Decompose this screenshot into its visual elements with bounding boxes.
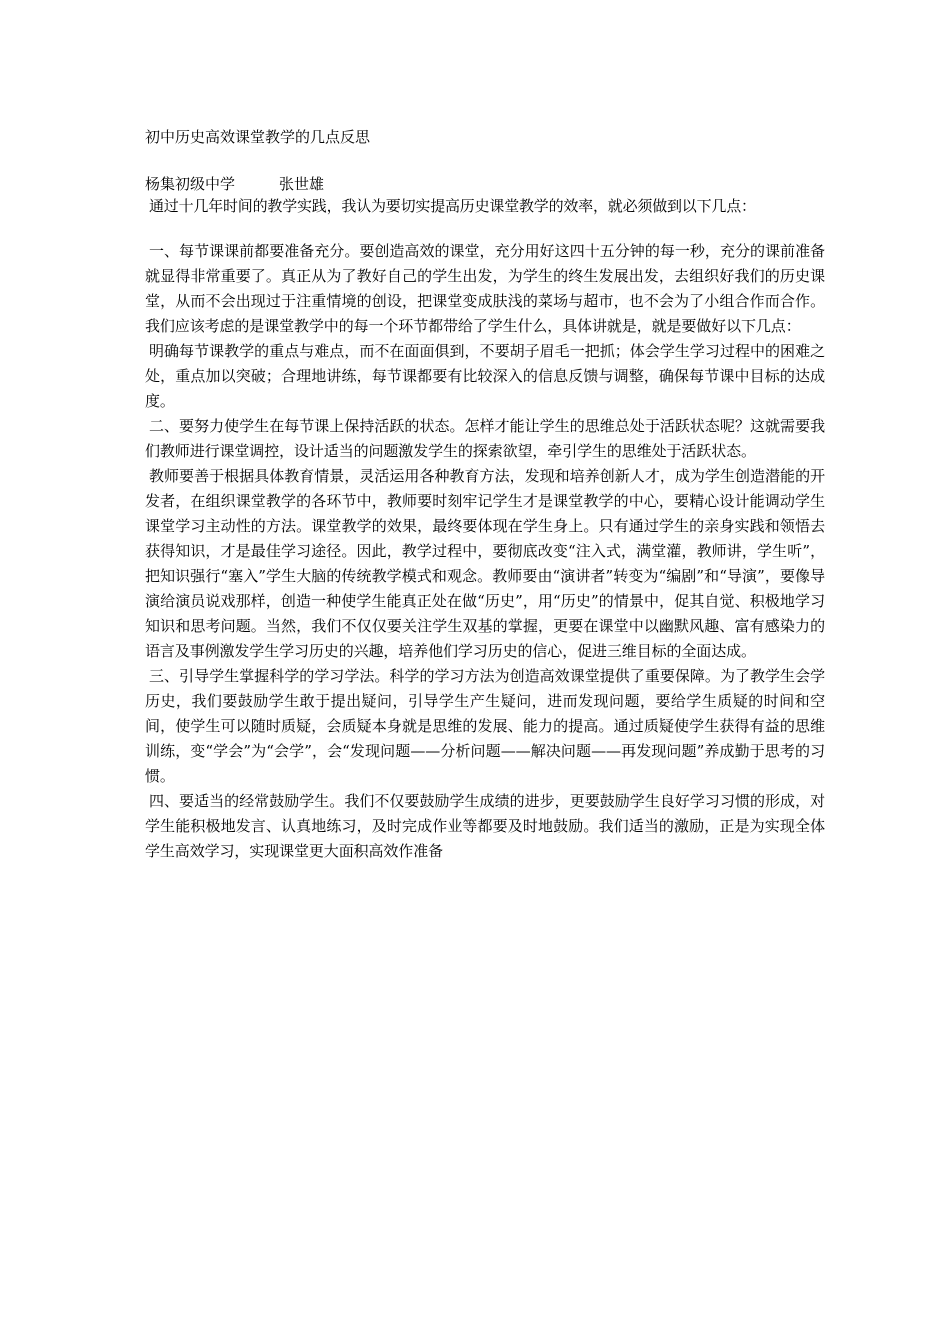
paragraph-section-two-detail: 教师要善于根据具体教育情景，灵活运用各种教育方法，发现和培养创新人才，成为学生创造潜能的开发者，在组织课堂教学的各环节中，教师要时刻牢记学生才是课堂教学的中心，要精心设计能调动学生课堂学习主动性的方法。课堂教学的效果，最终要体现在学生身上。只有通过学生的亲身实践和领悟去获得知识，才是最佳学习途径。因此，教学过程中，要彻底改变“注入式，满堂灌，教师讲，学生听”，把知识强行“塞入”学生大脑的传统教学模式和观念。教师要由“演讲者”转变为“编剧”和“导演”，要像导演给演员说戏那样，创造一种使学生能真正处在做“历史”，用“历史”的情景中，促其自觉、积极地学习知识和思考问题。当然，我们不仅仅要关注学生双基的掌握，更要在课堂中以幽默风趣、富有感染力的语言及事例激发学生学习历史的兴趣，培养他们学习历史的信心，促进三维目标的全面达成。: [145, 467, 825, 660]
school-name: 杨集初级中学: [145, 175, 236, 193]
paragraph-section-three: 三、引导学生掌握科学的学习学法。科学的学习方法为创造高效课堂提供了重要保障。为了教学生会学历史，我们要鼓励学生敢于提出疑问，引导学生产生疑问，进而发现问题，要给学生质疑的时间和空间，使学生可以随时质疑，会质疑本身就是思维的发展、能力的提高。通过质疑使学生获得有益的思维训练，变“学会”为“会学”，会“发现问题——分析问题——解决问题——再发现问题”养成勤于思考的习惯。: [145, 667, 825, 785]
paragraph-section-one-points: 明确每节课教学的重点与难点，而不在面面俱到，不要胡子眉毛一把抓；体会学生学习过程中的困难之处，重点加以突破；合理地讲练，每节课都要有比较深入的信息反馈与调整，确保每节课中目标的达成度。: [145, 342, 825, 410]
author-name: 张世雄: [279, 175, 325, 193]
intro-paragraph: 通过十几年时间的教学实践，我认为要切实提高历史课堂教学的效率，就必须做到以下几点：: [149, 197, 756, 215]
paragraph-section-four: 四、要适当的经常鼓励学生。我们不仅要鼓励学生成绩的进步，更要鼓励学生良好学习习惯的形成，对学生能积极地发言、认真地练习，及时完成作业等都要及时地鼓励。我们适当的激励，正是为实现全体学生高效学习，实现课堂更大面积高效作准备: [145, 792, 825, 860]
paragraph-section-two: 二、要努力使学生在每节课上保持活跃的状态。怎样才能让学生的思维总处于活跃状态呢？这就需要我们教师进行课堂调控，设计适当的问题激发学生的探索欲望，牵引学生的思维处于活跃状态。: [145, 417, 825, 460]
paragraph-section-one: 一、每节课课前都要准备充分。要创造高效的课堂，充分用好这四十五分钟的每一秒，充分的课前准备就显得非常重要了。真正从为了教好自己的学生出发，为学生的终生发展出发，去组织好我们的历史课堂，从而不会出现过于注重情境的创设，把课堂变成肤浅的菜场与超市，也不会为了小组合作而合作。我们应该考虑的是课堂教学中的每一个环节都带给了学生什么，具体讲就是，就是要做好以下几点：: [145, 242, 825, 335]
byline: [145, 173, 825, 195]
document-page: [145, 126, 825, 864]
document-title: 初中历史高效课堂教学的几点反思: [145, 128, 371, 146]
